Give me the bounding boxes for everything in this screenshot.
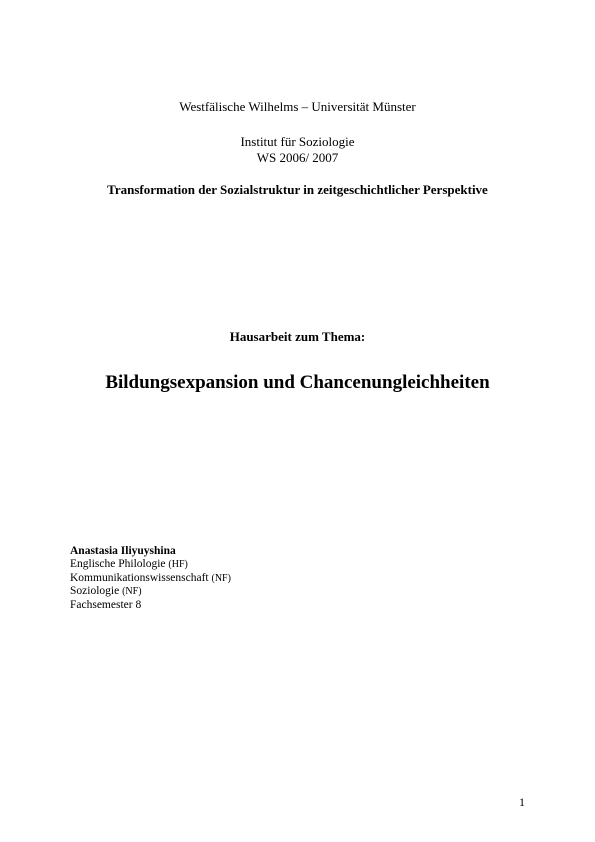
- page-number: 1: [519, 795, 525, 809]
- subject-name: Englische Philologie: [70, 558, 166, 571]
- thesis-title: Bildungsexpansion und Chancenungleichheiten: [105, 372, 490, 393]
- author-name: Anastasia Iliyuyshina: [70, 545, 176, 557]
- institute-name: Institut für Soziologie: [240, 134, 355, 149]
- subject-name: Kommunikationswissenschaft: [70, 571, 209, 584]
- subject-name: Soziologie: [70, 585, 120, 598]
- subject-type: (HF): [168, 559, 188, 571]
- subject-line-1: [70, 558, 231, 571]
- seminar-title: Transformation der Sozialstruktur in zeitgeschichtlicher Perspektive: [107, 182, 488, 197]
- semester-label: WS 2006/ 2007: [256, 150, 339, 165]
- thesis-topic-label: Hausarbeit zum Thema:: [229, 329, 366, 344]
- subject-line-2: [70, 572, 231, 585]
- university-name: Westfälische Wilhelms – Universität Münster: [179, 99, 416, 114]
- author-info-block: [70, 545, 231, 612]
- subject-type: (NF): [122, 586, 142, 598]
- author-semester: Fachsemester 8: [70, 598, 142, 611]
- subject-line-3: [70, 585, 231, 598]
- subject-type: (NF): [211, 572, 231, 584]
